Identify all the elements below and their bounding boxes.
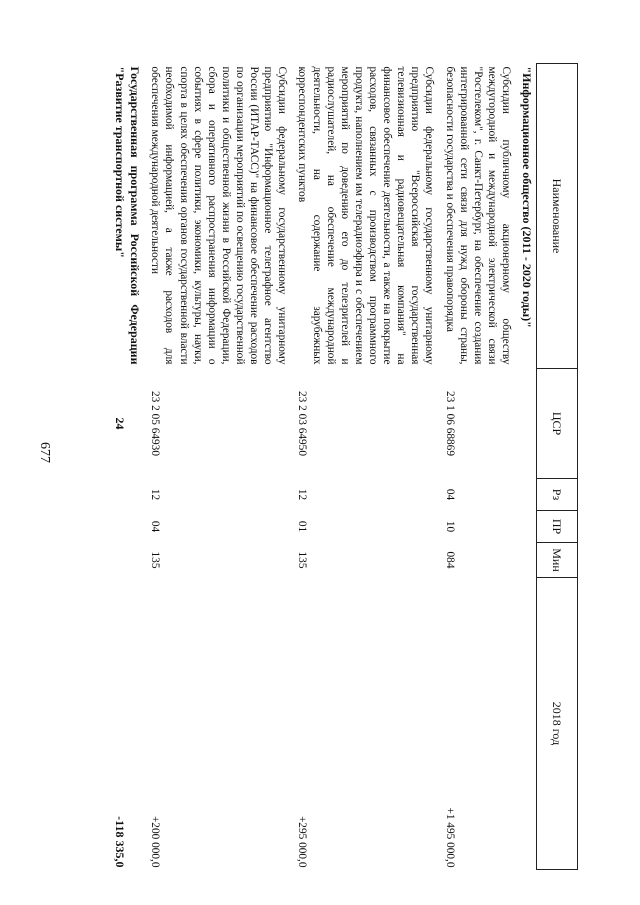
row-rz: 12 bbox=[296, 488, 309, 501]
row-csr: 23 1 06 68869 bbox=[443, 391, 456, 456]
budget-table-wrap bbox=[110, 63, 578, 869]
header-rz: Рз bbox=[537, 479, 578, 511]
header-csr: ЦСР bbox=[537, 369, 578, 479]
row-amount: -118 335,0 bbox=[113, 816, 128, 868]
row-name: Субсидии публичному акционерному обществу междугородной и международной электрической связи "Ростелеком", г. Санкт-Петербург, на обеспечение создания интегрированной сети связи для нужд обороны страны, безопасности государства и обеспечения правопорядка bbox=[443, 66, 512, 365]
row-name: Субсидии федеральному государственному унитарному предприятию "Всероссийская государственная телевизионная и радиовещательная компания" на финансовое обеспечение деятельности, а также на покрытие расходов, связанных с производством программного продукта, наполнением им телерадиоэфира и с обеспечением мероприятий по доведению его до телезрителей и радиослушателей, на обеспечение международной деятельности, на содержание зарубежных корреспондентских пунктов bbox=[296, 66, 436, 365]
header-min: Мин bbox=[537, 543, 578, 578]
table-row-section bbox=[517, 64, 537, 870]
row-min: 135 bbox=[149, 551, 162, 569]
row-min bbox=[517, 543, 537, 578]
row-pr: 10 bbox=[443, 520, 456, 533]
row-name: Государственная программа Российской Федерации "Развитие транспортной системы" bbox=[113, 66, 143, 365]
row-name: "Информационное общество (2011 - 2020 годы)" bbox=[520, 66, 534, 328]
budget-table bbox=[110, 63, 578, 870]
row-csr: 24 bbox=[113, 417, 128, 430]
row-csr bbox=[517, 369, 537, 479]
row-rz bbox=[517, 479, 537, 511]
header-year: 2018 год bbox=[537, 578, 578, 870]
row-csr: 23 2 03 64950 bbox=[296, 391, 309, 456]
table-row-program bbox=[110, 64, 146, 870]
row-amount: +295 000,0 bbox=[296, 815, 309, 868]
row-name: Субсидии федеральному государственному унитарному предприятию "Информационное телеграфное агентство России (ИТАР-ТАСС)" на финансовое обеспечение расходов по организации мероприятий по освещению государственной политики и общественной жизни в Российской Федерации, сбора и оперативного распространения информации о событиях в сфере политики, экономики, культуры, науки, спорта в целях обеспечения органов государственной власти необходимой информацией, а также расходов для обеспечения международной деятельности bbox=[149, 66, 289, 365]
header-pr: ПР bbox=[537, 511, 578, 543]
row-pr: 04 bbox=[149, 520, 162, 533]
row-pr bbox=[110, 511, 146, 543]
header-name: Наименование bbox=[537, 64, 578, 369]
row-amount: +200 000,0 bbox=[149, 815, 162, 868]
row-csr: 23 2 05 64930 bbox=[149, 391, 162, 456]
row-min: 135 bbox=[296, 551, 309, 569]
page-number: 677 bbox=[37, 442, 52, 463]
row-pr bbox=[517, 511, 537, 543]
table-header-row bbox=[537, 64, 578, 870]
row-rz: 12 bbox=[149, 488, 162, 501]
row-min: 084 bbox=[443, 551, 456, 569]
row-pr: 01 bbox=[296, 520, 309, 533]
row-rz: 04 bbox=[443, 488, 456, 501]
row-rz bbox=[110, 479, 146, 511]
table-row bbox=[146, 64, 293, 870]
table-row bbox=[440, 64, 517, 870]
row-amount bbox=[517, 578, 537, 870]
row-amount: +1 495 000,0 bbox=[443, 807, 456, 868]
table-row bbox=[293, 64, 440, 870]
row-min bbox=[110, 543, 146, 578]
